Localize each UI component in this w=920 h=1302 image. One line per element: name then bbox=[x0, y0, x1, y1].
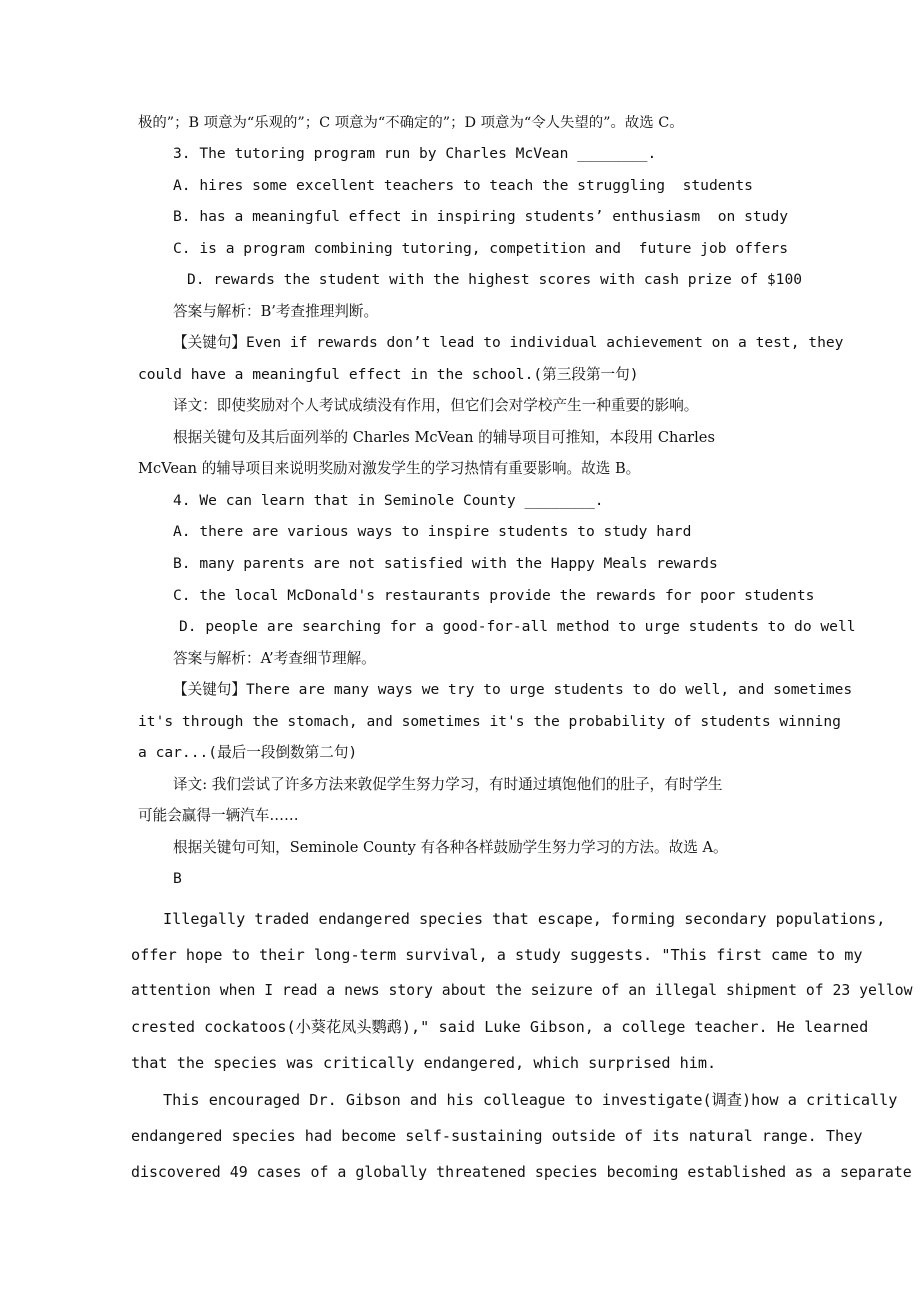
passage-line: offer hope to their long-term survival, a study suggests. "This first came to my bbox=[131, 946, 863, 964]
passage-line: that the species was critically endangered, which surprised him. bbox=[131, 1054, 717, 1072]
passage-line: discovered 49 cases of a globally threatened species becoming established as a separate bbox=[131, 1163, 912, 1181]
q2-explanation-tail: 极的”；B 项意为“乐观的”；C 项意为“不确定的”；D 项意为“令人失望的”。故选 C。 bbox=[138, 115, 684, 131]
q3-option-d: D. rewards the student with the highest scores with cash prize of $100 bbox=[187, 271, 803, 288]
passage-line: endangered species had become self-sustaining outside of its natural range. They bbox=[131, 1127, 863, 1145]
q3-analysis-line1: 根据关键句及其后面列举的 Charles McVean 的辅导项目可推知，本段用 Charles bbox=[173, 429, 715, 446]
q3-analysis-line2: McVean 的辅导项目来说明奖励对激发学生的学习热情有重要影响。故选 B。 bbox=[138, 460, 641, 477]
q3-translation: 译文：即使奖励对个人考试成绩没有作用，但它们会对学校产生一种重要的影响。 bbox=[173, 397, 699, 414]
passage-line: This encouraged Dr. Gibson and his colleague to investigate(调查)how a critically bbox=[163, 1091, 898, 1109]
q4-analysis: 根据关键句可知，Seminole County 有各种各样鼓励学生努力学习的方法。故选 A。 bbox=[173, 839, 728, 856]
q4-answer: 答案与解析：A’考查细节理解。 bbox=[173, 650, 376, 667]
q4-option-d: D. people are searching for a good-for-all method to urge students to do well bbox=[179, 618, 856, 635]
q3-stem: 3. The tutoring program run by Charles McVean ________. bbox=[173, 145, 657, 162]
q3-option-a: A. hires some excellent teachers to teach the struggling students bbox=[173, 177, 753, 194]
q3-option-b: B. has a meaningful effect in inspiring students’ enthusiasm on study bbox=[173, 208, 789, 225]
section-b-label: B bbox=[173, 870, 182, 887]
q4-translation-line1: 译文: 我们尝试了许多方法来敦促学生努力学习，有时通过填饱他们的肚子，有时学生 bbox=[173, 776, 723, 793]
passage-line: attention when I read a news story about the seizure of an illegal shipment of 23 yellow bbox=[131, 982, 913, 999]
q4-option-b: B. many parents are not satisfied with the Happy Meals rewards bbox=[173, 555, 718, 572]
q4-option-a: A. there are various ways to inspire students to study hard bbox=[173, 523, 692, 540]
q3-answer: 答案与解析：B’考查推理判断。 bbox=[173, 303, 379, 320]
passage-line: Illegally traded endangered species that escape, forming secondary populations, bbox=[163, 910, 886, 928]
q4-option-c: C. the local McDonald's restaurants provide the rewards for poor students bbox=[173, 587, 815, 604]
q4-translation-line2: 可能会赢得一辆汽车…… bbox=[138, 807, 299, 824]
q4-stem: 4. We can learn that in Seminole County ________. bbox=[173, 492, 604, 509]
q4-key-sentence-line2: it's through the stomach, and sometimes it's the probability of students winning bbox=[138, 713, 841, 730]
q3-key-sentence-line2: could have a meaningful effect in the school.(第三段第一句) bbox=[138, 366, 639, 383]
q4-key-sentence-line3: a car...(最后一段倒数第二句) bbox=[138, 744, 358, 761]
passage-line: crested cockatoos(小葵花凤头鹦鹉)," said Luke Gibson, a college teacher. He learned bbox=[131, 1018, 869, 1036]
q4-key-sentence-line1: 【关键句】There are many ways we try to urge students to do well, and sometimes bbox=[173, 681, 853, 698]
q3-key-sentence-line1: 【关键句】Even if rewards don’t lead to individual achievement on a test, they bbox=[173, 334, 844, 351]
q3-option-c: C. is a program combining tutoring, competition and future job offers bbox=[173, 240, 789, 257]
